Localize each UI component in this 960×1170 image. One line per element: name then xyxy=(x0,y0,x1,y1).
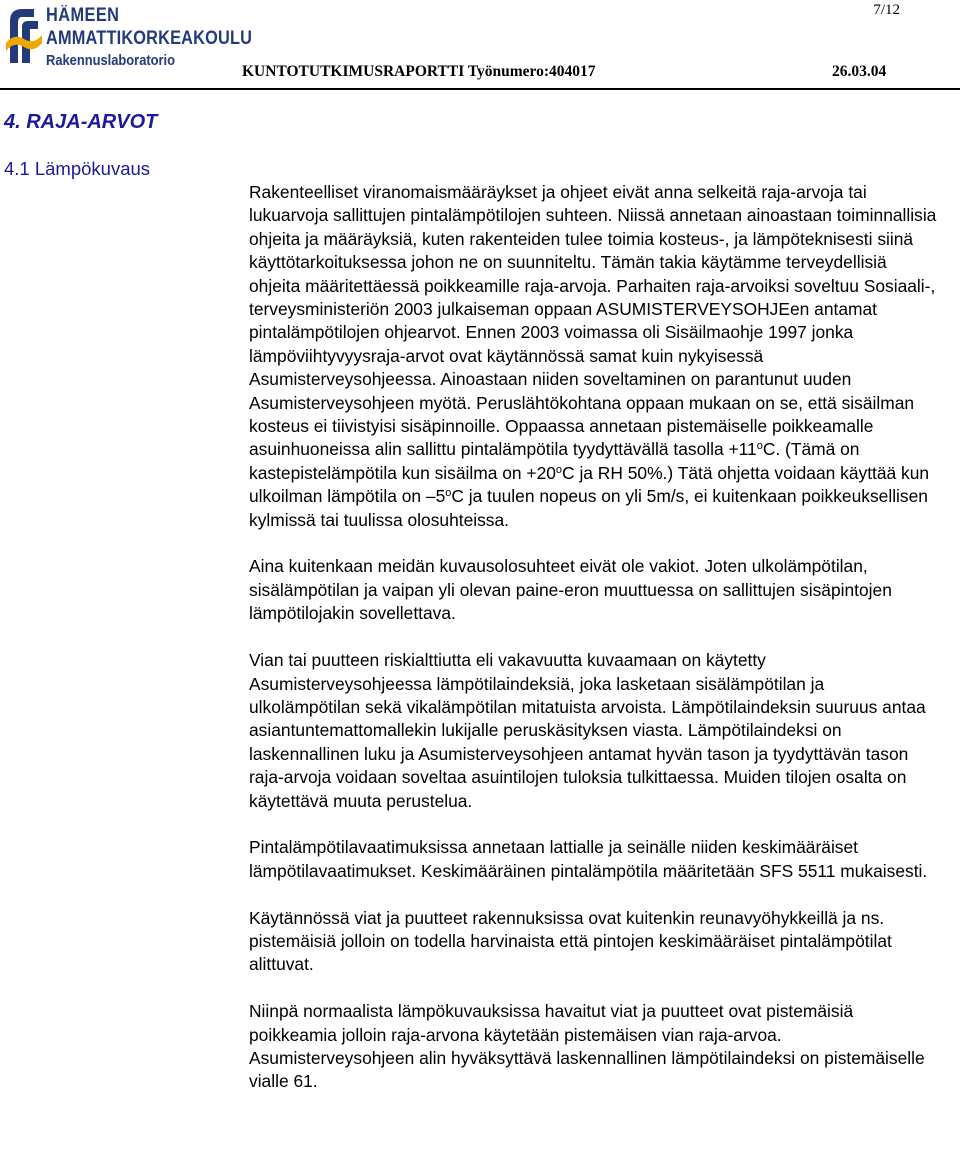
degree-superscript: o xyxy=(555,463,563,476)
report-date: 26.03.04 xyxy=(832,63,887,80)
document-body xyxy=(249,181,939,1117)
paragraph-1-text-b: C. (Tämä on kastepistelämpötila kun sisäilma on +20 xyxy=(249,439,860,483)
paragraph-1-text-d: C ja tuulen nopeus on yli 5m/s, ei kuitenkaan poikkeuksellisen kylmissä tai tuulissa olosuhteissa. xyxy=(249,486,928,530)
logo-text-line2: AMMATTIKORKEAKOULU xyxy=(46,28,253,49)
report-title: KUNTOTUTKIMUSRAPORTTI Työnumero:404017 xyxy=(242,63,596,80)
paragraph-1-text-a: Rakenteelliset viranomaismääräykset ja ohjeet eivät anna selkeitä raja-arvoja tai lukuarvoja sallittujen pintalämpötilojen suhteen. Niissä annetaan ainoastaan toiminnallisia ohjeita ja määräyksiä, kuten rakenteiden tulee toimia kosteus-, ja lämpöteknisesti siinä käyttötarkoituksessa johon ne on suunniteltu. Tämän takia käytämme terveydellisiä ohjeita määritettäessä poikkeamille raja-arvoja. Parhaiten raja-arvoiksi soveltuu Sosiaali-, terveysministeriön 2003 julkaiseman oppaan ASUMISTERVEYSOHJEen antamat pintalämpötilojen ohjearvot. Ennen 2003 voimassa oli Sisäilmaohje 1997 jonka lämpöviihtyvyysraja-arvot ovat käytännössä samat kuin nykyisessä Asumisterveysohjeessa. Ainoastaan niiden soveltaminen on parantunut uuden Asumisterveysohjeen myötä. Peruslähtökohtana oppaan mukaan on se, että sisäilman kosteus ei tiivistyisi sisäpinnoille. Oppaassa annetaan pistemäiselle poikkeamalle asuinhuoneissa alin sallittu pintalämpötila tyydyttävällä tasolla +11 xyxy=(249,182,937,460)
paragraph-1 xyxy=(249,181,939,532)
school-logo xyxy=(4,3,253,75)
paragraph-2: Aina kuitenkaan meidän kuvausolosuhteet eivät ole vakiot. Joten ulkolämpötilan, sisälämpötilan ja vaipan yli olevan paine-eron muuttuessa on sallittujen sisäpintojen lämpötilojakin sovellettava. xyxy=(249,556,892,624)
degree-superscript: o xyxy=(445,487,452,500)
subsection-heading: 4.1 Lämpökuvaus xyxy=(4,158,151,179)
header-divider xyxy=(0,88,960,90)
degree-superscript: o xyxy=(756,440,763,453)
paragraph-1-text-c: C ja RH 50%.) Tätä ohjetta voidaan käyttää kun ulkoilman lämpötila on –5 xyxy=(249,462,930,507)
paragraph-6: Niinpä normaalista lämpökuvauksissa havaitut viat ja puutteet ovat pistemäisiä poikkeamia jolloin raja-arvona käytetään pistemäisen vian raja-arvoa. Asumisterveysohjeen alin hyväksyttävä laskennallinen lämpötilaindeksi on pistemäiselle vialle 61. xyxy=(249,1001,925,1092)
paragraph-4: Pintalämpötilavaatimuksissa annetaan lattialle ja seinälle niiden keskimääräiset lämpötilavaatimukset. Keskimääräinen pintalämpötila määritetään SFS 5511 mukaisesti. xyxy=(249,837,928,881)
logo-emblem-icon xyxy=(4,3,44,69)
paragraph-3: Vian tai puutteen riskialttiutta eli vakavuutta kuvaamaan on käytetty Asumisterveysohjeessa lämpötilaindeksiä, joka lasketaan sisälämpötilan ja ulkolämpötilan sekä vikalämpötilan mitatuista arvoista. Lämpötilaindeksin suuruus antaa asiantuntemattomallekin lukijalle peruskäsityksen viasta. Lämpötilaindeksi on laskennallinen luku ja Asumisterveysohjeen antamat hyvän tason ja tyydyttävän tason raja-arvoja voidaan soveltaa asuintilojen tuloksia tulkittaessa. Muiden tilojen osalta on käytettävä muuta perustelua. xyxy=(249,650,926,811)
paragraph-5: Käytännössä viat ja puutteet rakennuksissa ovat kuitenkin reunavyöhykkeillä ja ns. pistemäisiä jolloin on todella harvinaista että pintojen keskimääräiset pintalämpötilat alittuvat. xyxy=(249,907,892,975)
page-number: 7/12 xyxy=(873,2,900,18)
logo-text-line1: HÄMEEN xyxy=(46,5,120,26)
logo-text-line3: Rakennuslaboratorio xyxy=(46,52,176,69)
section-heading: 4. RAJA-ARVOT xyxy=(4,111,158,133)
